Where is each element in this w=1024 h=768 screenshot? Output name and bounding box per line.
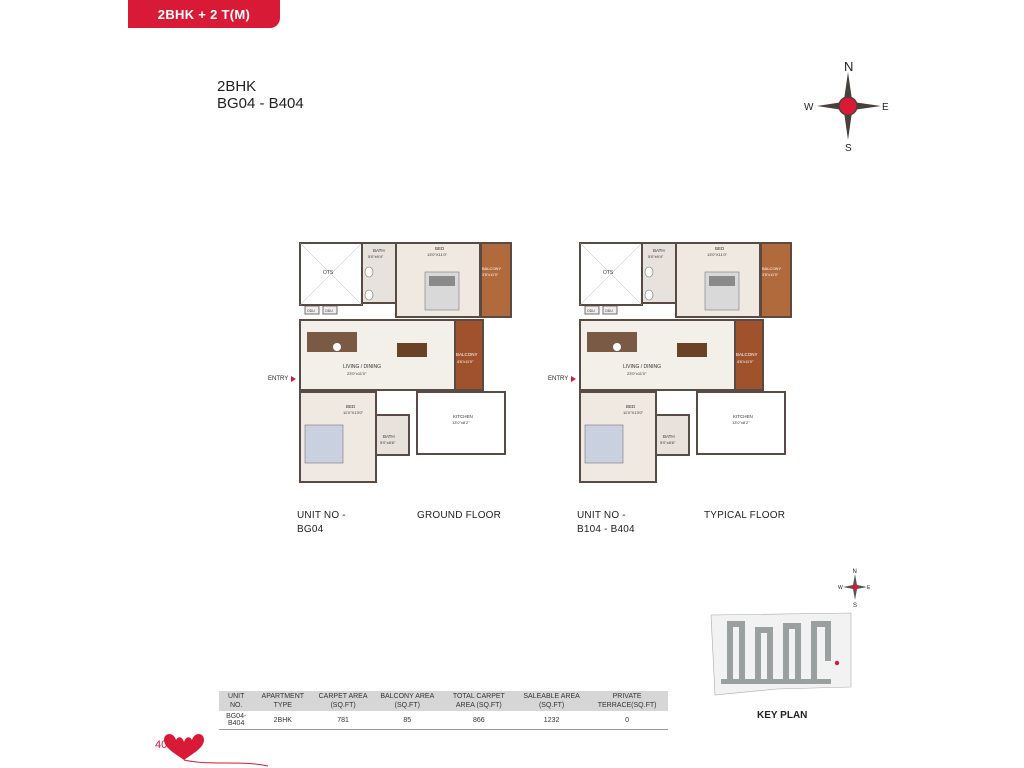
floor-label-ground: GROUND FLOOR: [417, 510, 502, 521]
heart-icon: [150, 730, 270, 768]
room-bath2-dim: 5'0"x8'6": [660, 440, 676, 445]
room-bath2: BATH: [383, 434, 395, 439]
room-bath2: BATH: [663, 434, 675, 439]
key-plan-label: KEY PLAN: [757, 710, 808, 721]
cell-apartment-type: 2BHK: [253, 711, 312, 730]
col-unit-no: UNIT NO.: [219, 691, 253, 711]
compass-icon: [803, 58, 893, 154]
page-number: 40: [155, 739, 168, 751]
room-bed1: BED: [435, 246, 445, 251]
room-living: LIVING / DINING: [623, 364, 662, 370]
key-plan-image: [707, 607, 855, 699]
room-kitchen-dim: 13'0"x8'2": [452, 420, 470, 425]
entry-label-typical: ENTRY: [548, 376, 569, 382]
room-balcony1-dim: 3'6"x11'0": [482, 273, 499, 277]
area-table-header-row: [219, 691, 668, 711]
typical-floor-plan: [577, 240, 793, 485]
room-balcony1: BALCONY: [762, 266, 782, 271]
cell-total-carpet-area: 866: [441, 711, 517, 730]
room-living-dim: 23'0"x11'0": [627, 371, 647, 376]
room-living-dim: 23'0"x11'0": [347, 371, 367, 376]
entry-label-ground: ENTRY: [268, 376, 289, 382]
room-balcony2: BALCONY: [456, 352, 478, 357]
unit-no-label-typical: UNIT NO -: [577, 510, 626, 521]
room-living: LIVING / DINING: [343, 364, 382, 370]
page-title-units: BG04 - B404: [217, 95, 304, 112]
room-bed2: BED: [346, 404, 356, 409]
room-balcony2-dim: 4'6"x11'0": [737, 360, 754, 364]
cell-private-terrace: 0: [586, 711, 668, 730]
room-bed1-dim: 13'0"X11'0": [707, 252, 728, 257]
entry-arrow-icon: [571, 376, 576, 382]
room-balcony2-dim: 4'6"x11'0": [457, 360, 474, 364]
cell-carpet-area: 781: [312, 711, 374, 730]
table-row: [219, 711, 668, 730]
room-bath1: BATH: [373, 248, 385, 253]
odu-2: ODU: [325, 309, 333, 313]
mini-compass-e: E: [867, 585, 871, 591]
col-saleable-area: SALEABLE AREA (SQ.FT): [517, 691, 586, 711]
room-balcony2: BALCONY: [736, 352, 758, 357]
odu-1: ODU: [307, 309, 315, 313]
room-kitchen: KITCHEN: [733, 414, 753, 419]
room-bed2-dim: 11'0"X13'0": [343, 410, 364, 415]
col-balcony-area: BALCONY AREA (SQ.FT): [374, 691, 441, 711]
ground-floor-plan: [297, 240, 513, 485]
room-ots: OTS: [603, 270, 614, 276]
room-kitchen-dim: 13'0"x8'2": [732, 420, 750, 425]
col-apartment-type: APARTMENT TYPE: [253, 691, 312, 711]
compass-e: E: [882, 102, 889, 113]
col-carpet-area: CARPET AREA (SQ.FT): [312, 691, 374, 711]
room-bed1: BED: [715, 246, 725, 251]
room-balcony1: BALCONY: [482, 266, 502, 271]
compass-w: W: [804, 102, 814, 113]
room-bath1-dim: 5'0"x9'4": [368, 254, 384, 259]
col-private-terrace: PRIVATE TERRACE(SQ.FT): [586, 691, 668, 711]
room-bed2-dim: 11'0"X13'0": [623, 410, 644, 415]
mini-compass-icon: [838, 566, 872, 608]
cell-unit-no: BG04-B404: [219, 711, 253, 730]
area-table: [219, 691, 668, 730]
room-bath2-dim: 5'0"x8'6": [380, 440, 396, 445]
mini-compass-n: N: [852, 569, 857, 575]
cell-balcony-area: 85: [374, 711, 441, 730]
room-balcony1-dim: 3'6"x11'0": [762, 273, 779, 277]
entry-arrow-icon: [291, 376, 296, 382]
odu-2: ODU: [605, 309, 613, 313]
compass-n: N: [844, 59, 854, 74]
floor-label-typical: TYPICAL FLOOR: [704, 510, 786, 521]
room-bed1-dim: 13'0"X11'0": [427, 252, 448, 257]
room-kitchen: KITCHEN: [453, 414, 473, 419]
unit-no-value-ground: BG04: [297, 524, 324, 535]
room-bath1-dim: 5'0"x9'4": [648, 254, 664, 259]
compass-s: S: [845, 143, 852, 154]
col-total-carpet-area: TOTAL CARPET AREA (SQ.FT): [441, 691, 517, 711]
mini-compass-s: S: [853, 603, 858, 608]
odu-1: ODU: [587, 309, 595, 313]
room-ots: OTS: [323, 270, 334, 276]
room-bed2: BED: [626, 404, 636, 409]
unit-type-tag: 2BHK + 2 T(M): [128, 0, 280, 28]
page-title-type: 2BHK: [217, 78, 257, 95]
mini-compass-w: W: [838, 585, 843, 591]
unit-no-label-ground: UNIT NO -: [297, 510, 346, 521]
unit-no-value-typical: B104 - B404: [577, 524, 635, 535]
room-bath1: BATH: [653, 248, 665, 253]
cell-saleable-area: 1232: [517, 711, 586, 730]
